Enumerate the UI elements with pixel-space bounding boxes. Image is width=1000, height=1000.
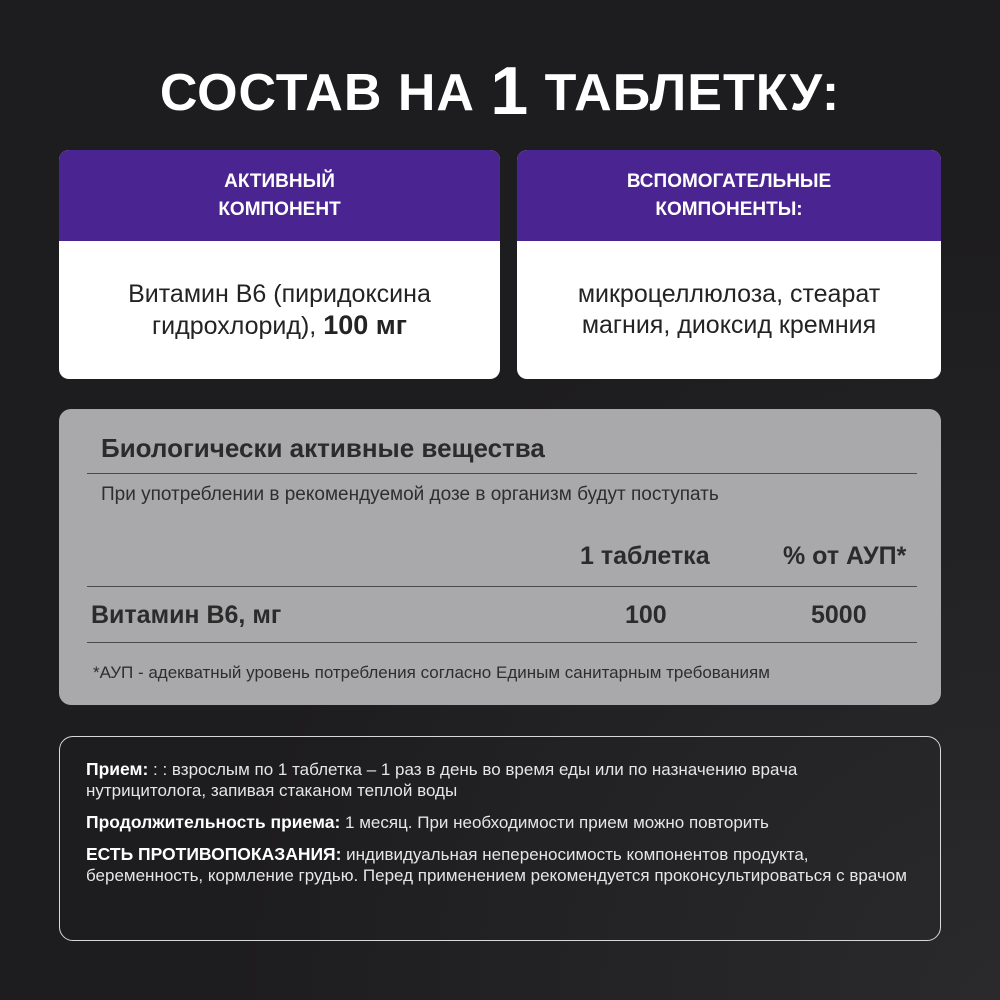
active-component-card xyxy=(59,150,500,379)
contraindications-text: индивидуальная непереносимость компонентов продукта, беременность, кормление грудью. Перед применением рекомендуется проконсультироваться с врачом xyxy=(86,845,907,885)
bio-substances-title: Биологически активные вещества xyxy=(101,433,545,463)
contraindications-label: ЕСТЬ ПРОТИВОПОКАЗАНИЯ: xyxy=(86,844,342,864)
contraindications-paragraph xyxy=(86,844,914,886)
intake-label: Прием: xyxy=(86,759,149,779)
duration-text: 1 месяц. При необходимости прием можно повторить xyxy=(340,813,769,832)
auxiliary-components-text: микроцеллюлоза, стеарат магния, диоксид кремния xyxy=(577,280,881,339)
intake-text: : : взрослым по 1 таблетка – 1 раз в день во время еды или по назначению врача нутрицитолога, запивая стаканом теплой воды xyxy=(86,760,798,800)
duration-label: Продолжительность приема: xyxy=(86,812,341,832)
divider xyxy=(87,586,917,587)
page-title-suffix: ТАБЛЕТКУ: xyxy=(529,64,841,122)
auxiliary-components-body xyxy=(517,241,941,379)
footnote: *АУП - адекватный уровень потребления согласно Единым санитарным требованиям xyxy=(93,663,770,682)
bio-substances-panel xyxy=(59,409,941,705)
page-title-number: 1 xyxy=(490,53,530,129)
active-component-body xyxy=(59,241,500,379)
intake-paragraph xyxy=(86,759,914,801)
active-component-heading: АКТИВНЫЙ КОМПОНЕНТ xyxy=(59,150,500,241)
active-component-dose: 100 мг xyxy=(323,309,407,340)
duration-paragraph xyxy=(86,812,914,833)
page-title xyxy=(0,52,1000,130)
table-row-per-tablet: 100 xyxy=(625,601,667,629)
divider xyxy=(87,642,917,643)
page-title-prefix: СОСТАВ НА xyxy=(159,64,491,122)
table-row-label: Витамин В6, мг xyxy=(91,601,282,629)
table-row-percent: 5000 xyxy=(811,601,867,629)
active-component-text: Витамин В6 (пиридоксина гидрохлорид), xyxy=(128,279,431,340)
column-header-percent: % от АУП* xyxy=(783,542,907,570)
usage-info-box xyxy=(59,736,941,941)
bio-substances-subtitle: При употреблении в рекомендуемой дозе в организм будут поступать xyxy=(101,484,719,505)
auxiliary-components-card xyxy=(517,150,941,379)
column-header-per-tablet: 1 таблетка xyxy=(580,542,710,570)
auxiliary-components-heading: ВСПОМОГАТЕЛЬНЫЕ КОМПОНЕНТЫ: xyxy=(517,150,941,241)
divider xyxy=(87,473,917,474)
